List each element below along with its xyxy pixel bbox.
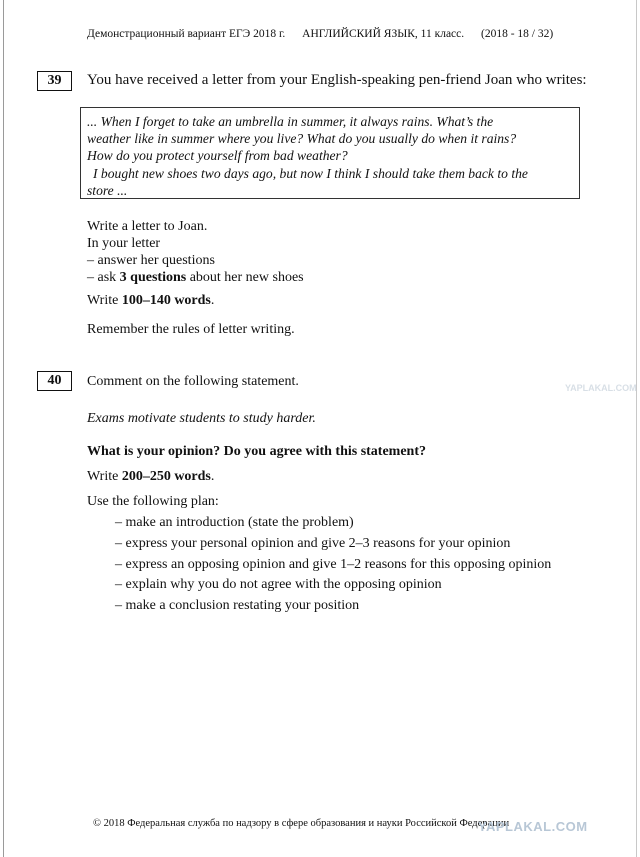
plan-item: – express your personal opinion and give 2–3 reasons for your opinion: [115, 536, 511, 551]
letter-line: How do you protect yourself from bad weather?: [87, 148, 348, 164]
word-count-39: [87, 292, 214, 309]
page-edge: [3, 0, 4, 857]
copyright-footer: © 2018 Федеральная служба по надзору в сфере образования и науки Российской Федерации: [93, 818, 510, 829]
word-count-40: [87, 468, 214, 485]
letter-line: weather like in summer where you live? What do you usually do when it rains?: [87, 131, 517, 147]
instruction-ask-questions: [87, 269, 304, 286]
text-segment-bold: 200–250 words: [121, 469, 211, 484]
plan-item: – make an introduction (state the problem): [115, 515, 354, 530]
text-segment: – ask: [87, 270, 120, 285]
task-number-39: 39: [37, 71, 72, 91]
page-edge: [636, 0, 637, 857]
header-page-number: (2018 - 18 / 32): [481, 28, 554, 40]
header-exam-title: Демонстрационный вариант ЕГЭ 2018 г.: [87, 28, 286, 40]
remember-rules: Remember the rules of letter writing.: [87, 322, 295, 337]
instruction-write-letter: Write a letter to Joan.: [87, 219, 208, 234]
text-segment: .: [210, 469, 215, 484]
page-header: [87, 28, 567, 40]
text-segment: .: [210, 293, 215, 308]
text-segment-bold: 100–140 words: [121, 293, 211, 308]
task-number-40: 40: [37, 371, 72, 391]
text-segment: about her new shoes: [186, 270, 304, 285]
text-segment: Write: [87, 469, 122, 484]
instruction-answer-questions: – answer her questions: [87, 253, 215, 268]
letter-line: ... When I forget to take an umbrella in summer, it always rains. What’s the: [87, 114, 494, 129]
instruction-in-your-letter: In your letter: [87, 236, 161, 251]
pen-friend-letter-box: [80, 107, 580, 199]
task-40-intro: Comment on the following statement.: [87, 374, 299, 389]
plan-item: – make a conclusion restating your position: [115, 598, 360, 613]
task-39-intro: You have received a letter from your English-speaking pen-friend Joan who writes:: [87, 72, 587, 88]
header-subject: АНГЛИЙСКИЙ ЯЗЫК, 11 класс.: [302, 28, 465, 40]
opinion-question: What is your opinion? Do you agree with this statement?: [87, 444, 427, 459]
plan-intro: Use the following plan:: [87, 494, 219, 509]
plan-item: – explain why you do not agree with the opposing opinion: [115, 577, 442, 592]
watermark-small: YAPLAKAL.COM: [565, 383, 637, 393]
watermark: YAPLAKAL.COM: [478, 819, 588, 834]
statement: Exams motivate students to study harder.: [87, 411, 316, 426]
letter-line: I bought new shoes two days ago, but now I think I should take them back to the: [93, 165, 528, 181]
text-segment: Write: [87, 293, 122, 308]
text-segment-bold: 3 questions: [119, 270, 187, 285]
letter-line: store ...: [87, 182, 128, 198]
plan-item: – express an opposing opinion and give 1–2 reasons for this opposing opinion: [115, 557, 552, 572]
